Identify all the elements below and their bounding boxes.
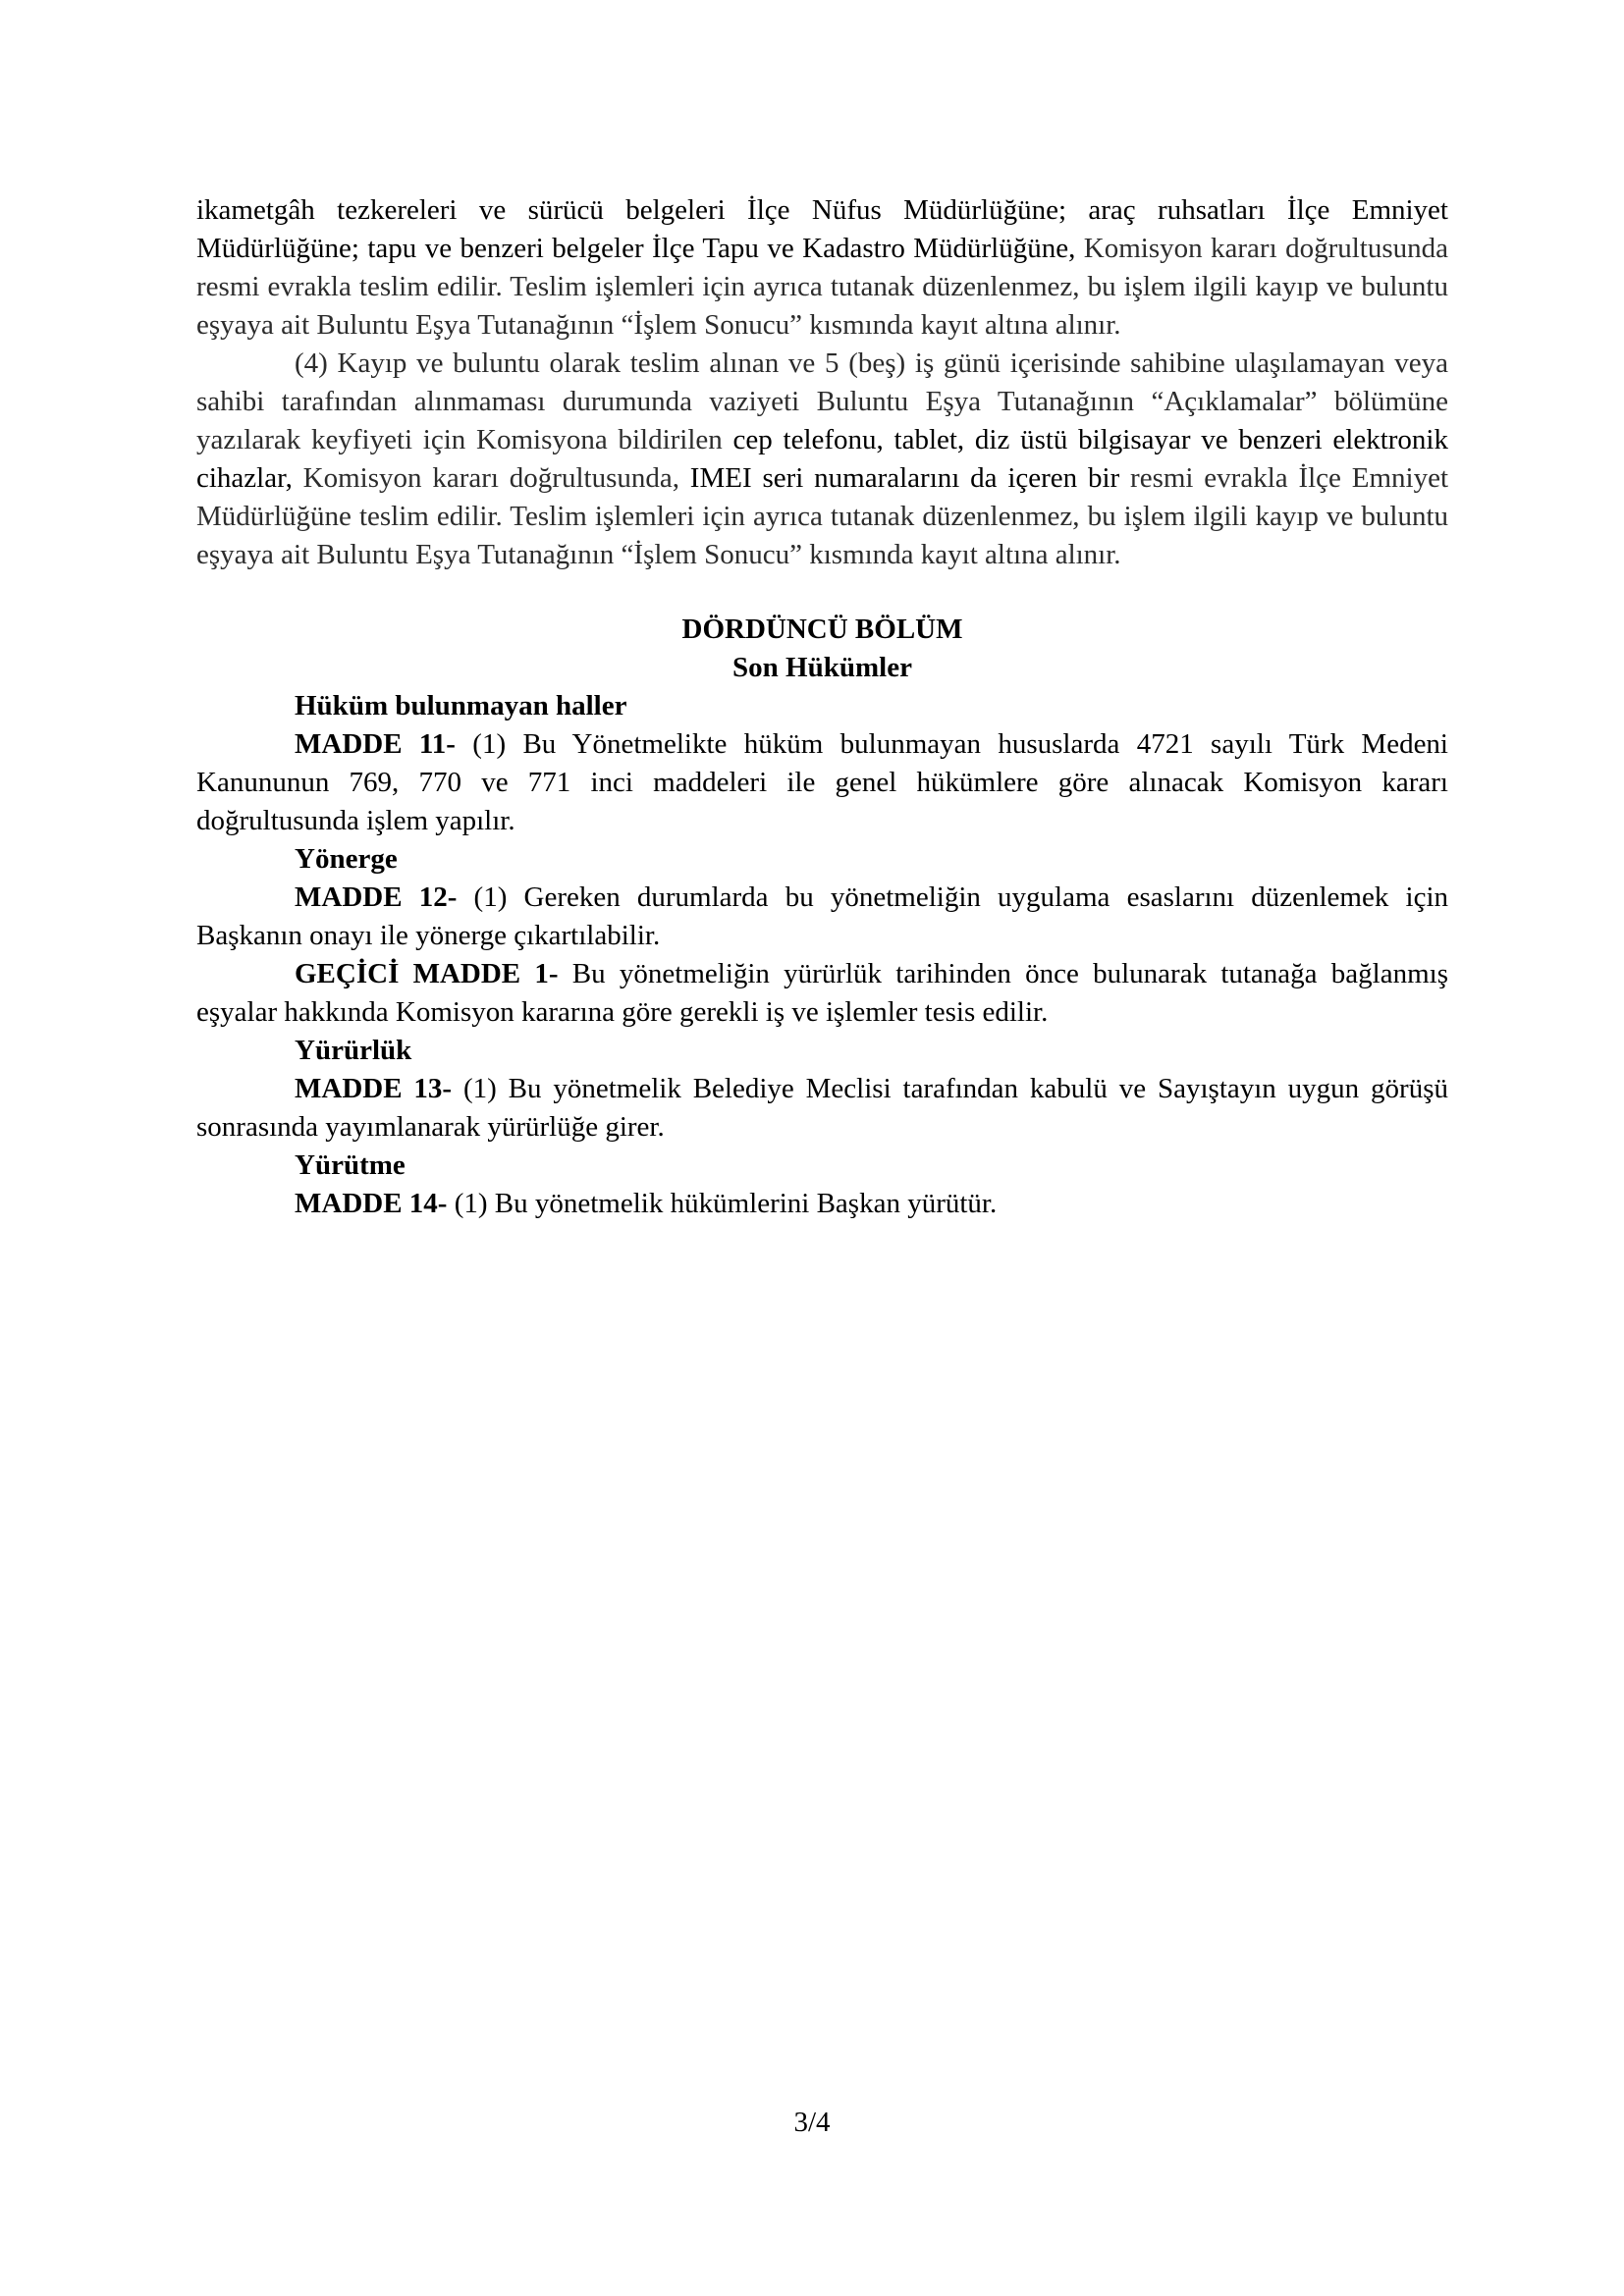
article-11-label: MADDE 11- (295, 728, 456, 760)
provisional-article-1-label: GEÇİCİ MADDE 1- (295, 958, 559, 989)
article-11-body (196, 725, 1448, 840)
paragraph-4-part1: (4) Kayıp ve buluntu olarak teslim alınan ve 5 (beş) iş günü içerisinde sahibine ulaşılamayan veya sahibi tarafından alınmaması durumunda vaziyeti Buluntu Eşya Tutanağının “Açıklamalar” bölümüne yazılarak keyfiyeti için Komisyona bildirilen (196, 347, 1448, 455)
section-heading-block (196, 611, 1448, 687)
article-12-title: Yönerge (295, 843, 398, 875)
paragraph-4 (196, 345, 1448, 574)
article-14-text: (1) Bu yönetmelik hükümlerini Başkan yürütür. (447, 1188, 998, 1219)
article-13-body (196, 1070, 1448, 1147)
paragraph-4-part2: cep telefonu, tablet, diz üstü bilgisayar ve benzeri elektronik cihazlar, (196, 424, 1448, 494)
document-page (196, 191, 1448, 1223)
article-14-body (196, 1185, 1448, 1223)
article-13-text: (1) Bu yönetmelik Belediye Meclisi tarafından kabulü ve Sayıştayın uygun görüşü sonrasında yayımlanarak yürürlüğe girer. (196, 1073, 1448, 1143)
paragraph-4-part5: resmi evrakla İlçe Emniyet Müdürlüğüne teslim edilir. Teslim işlemleri için ayrıca tutanak düzenlenmez, bu işlem ilgili kayıp ve buluntu eşyaya ait Buluntu Eşya Tutanağının “İşlem Sonucu” kısmında kayıt altına alınır. (196, 462, 1448, 570)
article-12-text: (1) Gereken durumlarda bu yönetmeliğin uygulama esaslarını düzenlemek için Başkanın onayı ile yönerge çıkartılabilir. (196, 881, 1448, 951)
article-12-body (196, 879, 1448, 955)
article-11-text: (1) Bu Yönetmelikte hüküm bulunmayan hususlarda 4721 sayılı Türk Medeni Kanununun 769, 770 ve 771 inci maddeleri ile genel hükümlere göre alınacak Komisyon kararı doğrultusunda işlem yapılır. (196, 728, 1448, 836)
provisional-article-1-body (196, 955, 1448, 1032)
paragraph-4-part4: IMEI seri numaralarını da içeren bir (678, 462, 1120, 494)
section-heading: DÖRDÜNCÜ BÖLÜM (681, 614, 963, 645)
paragraph-continuation-part2: Komisyon kararı doğrultusunda resmi evrakla teslim edilir. Teslim işlemleri için ayrıca tutanak düzenlenmez, bu işlem ilgili kayıp ve buluntu eşyaya ait Buluntu Eşya Tutanağının “İşlem Sonucu” kısmında kayıt altına alınır. (196, 233, 1448, 341)
article-12-label: MADDE 12- (295, 881, 458, 913)
article-11-title: Hüküm bulunmayan haller (295, 690, 627, 721)
paragraph-continuation-part1: ikametgâh tezkereleri ve sürücü belgeleri İlçe Nüfus Müdürlüğüne; araç ruhsatları İlçe Emniyet Müdürlüğüne; tapu ve benzeri belgeler İlçe Tapu ve Kadastro Müdürlüğüne, (196, 194, 1448, 264)
article-13-label: MADDE 13- (295, 1073, 453, 1104)
article-14-label: MADDE 14- (295, 1188, 448, 1219)
provisional-article-1-text: Bu yönetmeliğin yürürlük tarihinden önce bulunarak tutanağa bağlanmış eşyalar hakkında Komisyon kararına göre gerekli iş ve işlemler tesis edilir. (196, 958, 1448, 1028)
article-13-title: Yürürlük (295, 1035, 412, 1066)
paragraph-continuation (196, 191, 1448, 345)
article-14-title: Yürütme (295, 1149, 406, 1181)
page-number: 3/4 (793, 2107, 831, 2138)
paragraph-4-part3: Komisyon kararı doğrultusunda, (292, 462, 679, 494)
section-subheading: Son Hükümler (732, 652, 912, 683)
